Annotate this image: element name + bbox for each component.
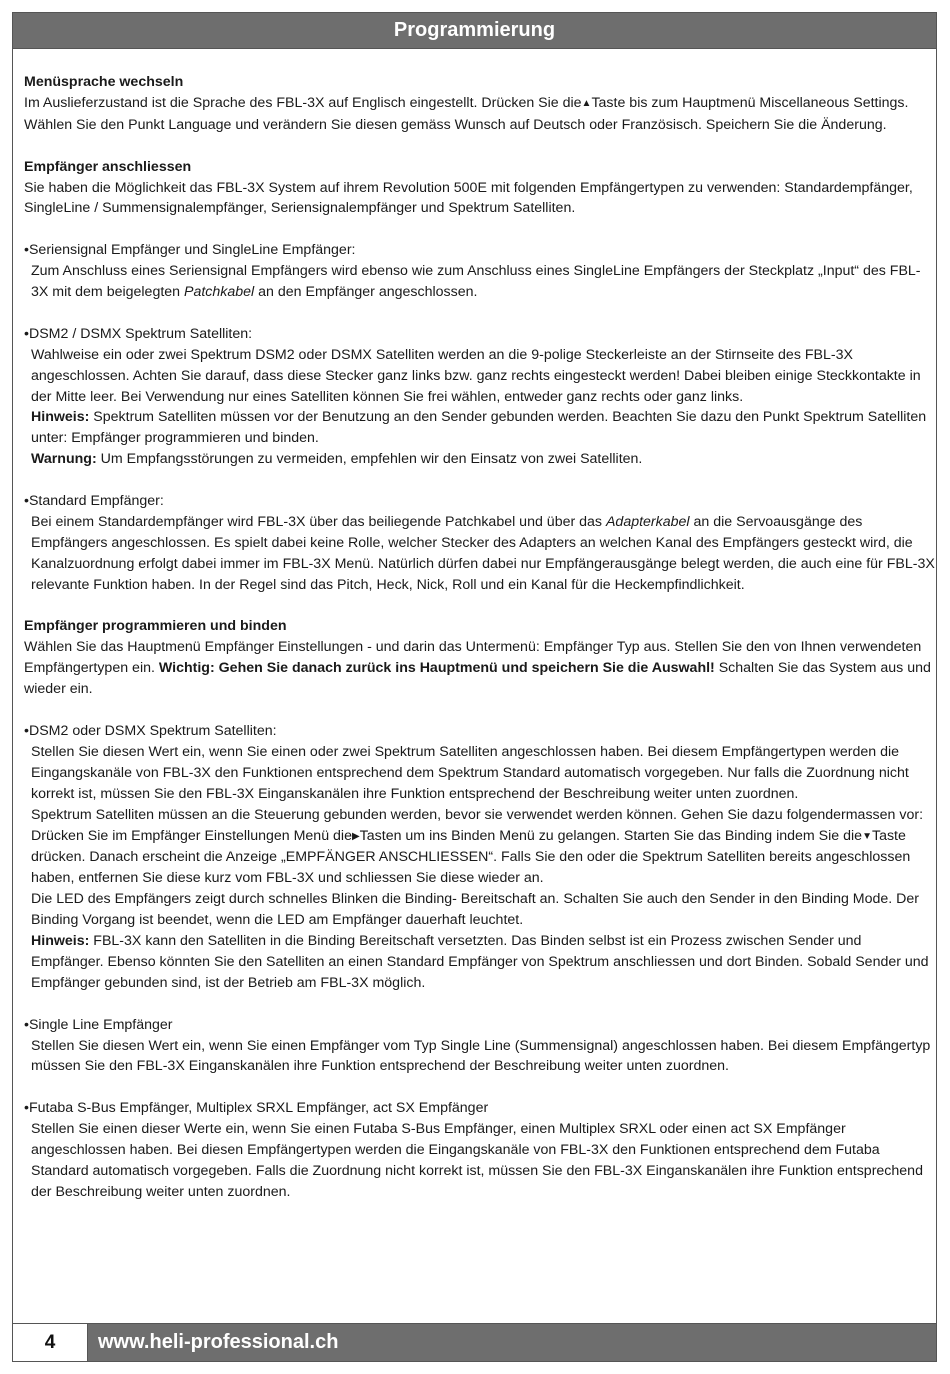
paragraph-dsm-program-1: Stellen Sie diesen Wert ein, wenn Sie einen oder zwei Spektrum Satelliten angeschlossen haben. Bei diesem Empfängertypen werden die Eingangskanäle von FBL-3X den Funktionen entsprechend dem Spektrum Standard automatisch vorgegeben. Nur falls die Zuordnung nicht korrekt ist, müssen Sie den FBL-3X Einganskanälen ihre Funktion entsprechend der Beschreibung weiter unten zuordnen. [31,743,909,802]
down-arrow-icon: ▼ [862,830,872,842]
bullet-title-dsm-satellites: •DSM2 / DSMX Spektrum Satelliten: [24,325,253,342]
paragraph-menu-language: Im Auslieferzustand ist die Sprache des FBL-3X auf Englisch eingestellt. Drücken Sie die▲Taste bis zum Hauptmenü Miscellaneous Settings. Wählen Sie den Punkt Language und verändern Sie diesen gemäss Wunsch auf Deutsch oder Französisch. Speichern Sie die Änderung. [24,94,909,133]
page-header [12,12,937,49]
hint-dsm-satellites: Hinweis: Spektrum Satelliten müssen vor der Benutzung an den Sender gebunden werden. Beachten Sie dazu den Punkt Spektrum Satelliten unter: Empfänger programmieren und binden. [31,409,927,447]
paragraph-futaba-sbus: Stellen Sie einen dieser Werte ein, wenn Sie einen Futaba S-Bus Empfänger, einen Multiplex SRXL oder einen act SX Empfänger angeschlossen haben. Bei diesen Empfängertypen werden die Eingangskanäle von FBL-3X den Funktionen entsprechend dem Futaba Standard automatisch vorgegeben. Falls die Zuordnung nicht korrekt ist, müssen Sie den FBL-3X Einganskanälen ihre Funktion entsprechend der Beschreibung weiter unten zuordnen. [31,1121,923,1200]
paragraph-dsm-program-2: Spektrum Satelliten müssen an die Steuerung gebunden werden, bevor sie verwendet werden können. Gehen Sie dazu folgendermassen vor: [31,806,924,823]
bullet-title-serial-receiver: •Seriensignal Empfänger und SingleLine Empfänger: [24,242,356,259]
paragraph-single-line: Stellen Sie diesen Wert ein, wenn Sie einen Empfänger vom Typ Single Line (Summensignal) angeschlossen haben. Bei diesem Empfängertyp müssen Sie den FBL-3X Einganskanälen ihre Funktion entsprechend der Beschreibung weiter unten zuordnen. [31,1037,931,1075]
bullet-title-futaba-sbus: •Futaba S-Bus Empfänger, Multiplex SRXL Empfänger, act SX Empfänger [24,1100,489,1117]
paragraph-standard-receiver: Bei einem Standardempfänger wird FBL-3X über das beiliegende Patchkabel und über das Adapterkabel an die Servoausgänge des Empfängers angeschlossen. Es spielt dabei keine Rolle, welcher Stecker des Adapters an welchen Kanal des Empfängers gesteckt wird, die Kanalzuordnung erfolgt dabei immer im FBL-3X Menü. Natürlich dürfen dabei nur Empfängerausgänge belegt werden, die auch eine für FBL-3X relevante Funktion haben. In der Regel sind das Pitch, Heck, Nick, Roll und ein Kanal für die Heckempfindlichkeit. [31,513,935,593]
main-content [24,72,936,1203]
paragraph-serial-receiver: Zum Anschluss eines Seriensignal Empfängers wird ebenso wie zum Anschluss eines SingleLine Empfängers der Steckplatz „Input“ des FBL-3X mit dem beigelegten Patchkabel an den Empfänger angeschlossen. [31,263,921,301]
bullet-title-dsm-program: •DSM2 oder DSMX Spektrum Satelliten: [24,723,277,739]
paragraph-dsm-program-3: Drücken Sie im Empfänger Einstellungen Menü die▶Tasten um ins Binden Menü zu gelangen. Starten Sie das Binding indem Sie die▼Taste drücken. Danach erscheint die Anzeige „EMPFÄNGER ANSCHLIESSEN“. Falls Sie den oder die Spektrum Satelliten bereits angeschlossen haben, entfernen Sie diese kurz vom FBL-3X und schliessen Sie diese wieder an. [31,827,911,887]
website-url: www.heli-professional.ch [88,1324,936,1361]
hint-dsm-program: Hinweis: FBL-3X kann den Satelliten in die Binding Bereitschaft versetzten. Das Binden selbst ist ein Prozess zwischen Sender und Empfänger. Ebenso könnten Sie den Satelliten an einen Standard Empfänger von Spektrum anschliessen und dort Binden. Sobald Sender und Empfänger gebunden sind, ist der Betrieb am FBL-3X möglich. [31,933,929,991]
warning-dsm-satellites: Warnung: Um Empfangsstörungen zu vermeiden, empfehlen wir den Einsatz von zwei Satelliten. [31,451,643,468]
section-heading-menu-language: Menüsprache wechseln [24,74,184,90]
page-title: Programmierung [393,19,556,41]
section-heading-program-bind: Empfänger programmieren und binden [24,618,287,635]
paragraph-receiver-types: Sie haben die Möglichkeit das FBL-3X System auf ihrem Revolution 500E mit folgenden Empfängertypen zu verwenden: Standardempfänger, SingleLine / Summensignalempfänger, Seriensignalempfänger und Spektrum Satelliten. [24,179,913,217]
paragraph-program-bind: Wählen Sie das Hauptmenü Empfänger Einstellungen - und darin das Untermenü: Empfänger Typ aus. Stellen Sie den von Ihnen verwendeten Empfängertypen ein. Wichtig: Gehen Sie danach zurück ins Hauptmenü und speichern Sie die Auswahl! Schalten Sie das System aus und wieder ein. [24,639,931,698]
bullet-title-single-line: •Single Line Empfänger [24,1016,173,1033]
section-heading-connect-receiver: Empfänger anschliessen [24,158,192,175]
page-footer [12,1323,937,1362]
right-arrow-icon: ▶ [351,830,360,842]
paragraph-dsm-program-4: Die LED des Empfängers zeigt durch schnelles Blinken die Binding- Bereitschaft an. Schalten Sie auch den Sender in den Binding Mode. Der Binding Vorgang ist beendet, wenn die LED am Empfänger dauerhaft leuchtet. [31,891,920,929]
page-number: 4 [13,1324,88,1361]
paragraph-dsm-satellites: Wahlweise ein oder zwei Spektrum DSM2 oder DSMX Satelliten werden an die 9-polige Steckerleiste an der Stirnseite des FBL-3X angeschlossen. Achten Sie darauf, dass diese Stecker ganz links bzw. ganz rechts eingesteckt werden! Dabei bleiben einige Steckkontakte in der Mitte leer. Bei Verwendung nur eines Satelliten können Sie frei wählen, entweder ganz rechts oder ganz links. [31,346,921,405]
up-arrow-icon: ▲ [581,97,592,109]
bullet-title-standard-receiver: •Standard Empfänger: [24,493,164,510]
